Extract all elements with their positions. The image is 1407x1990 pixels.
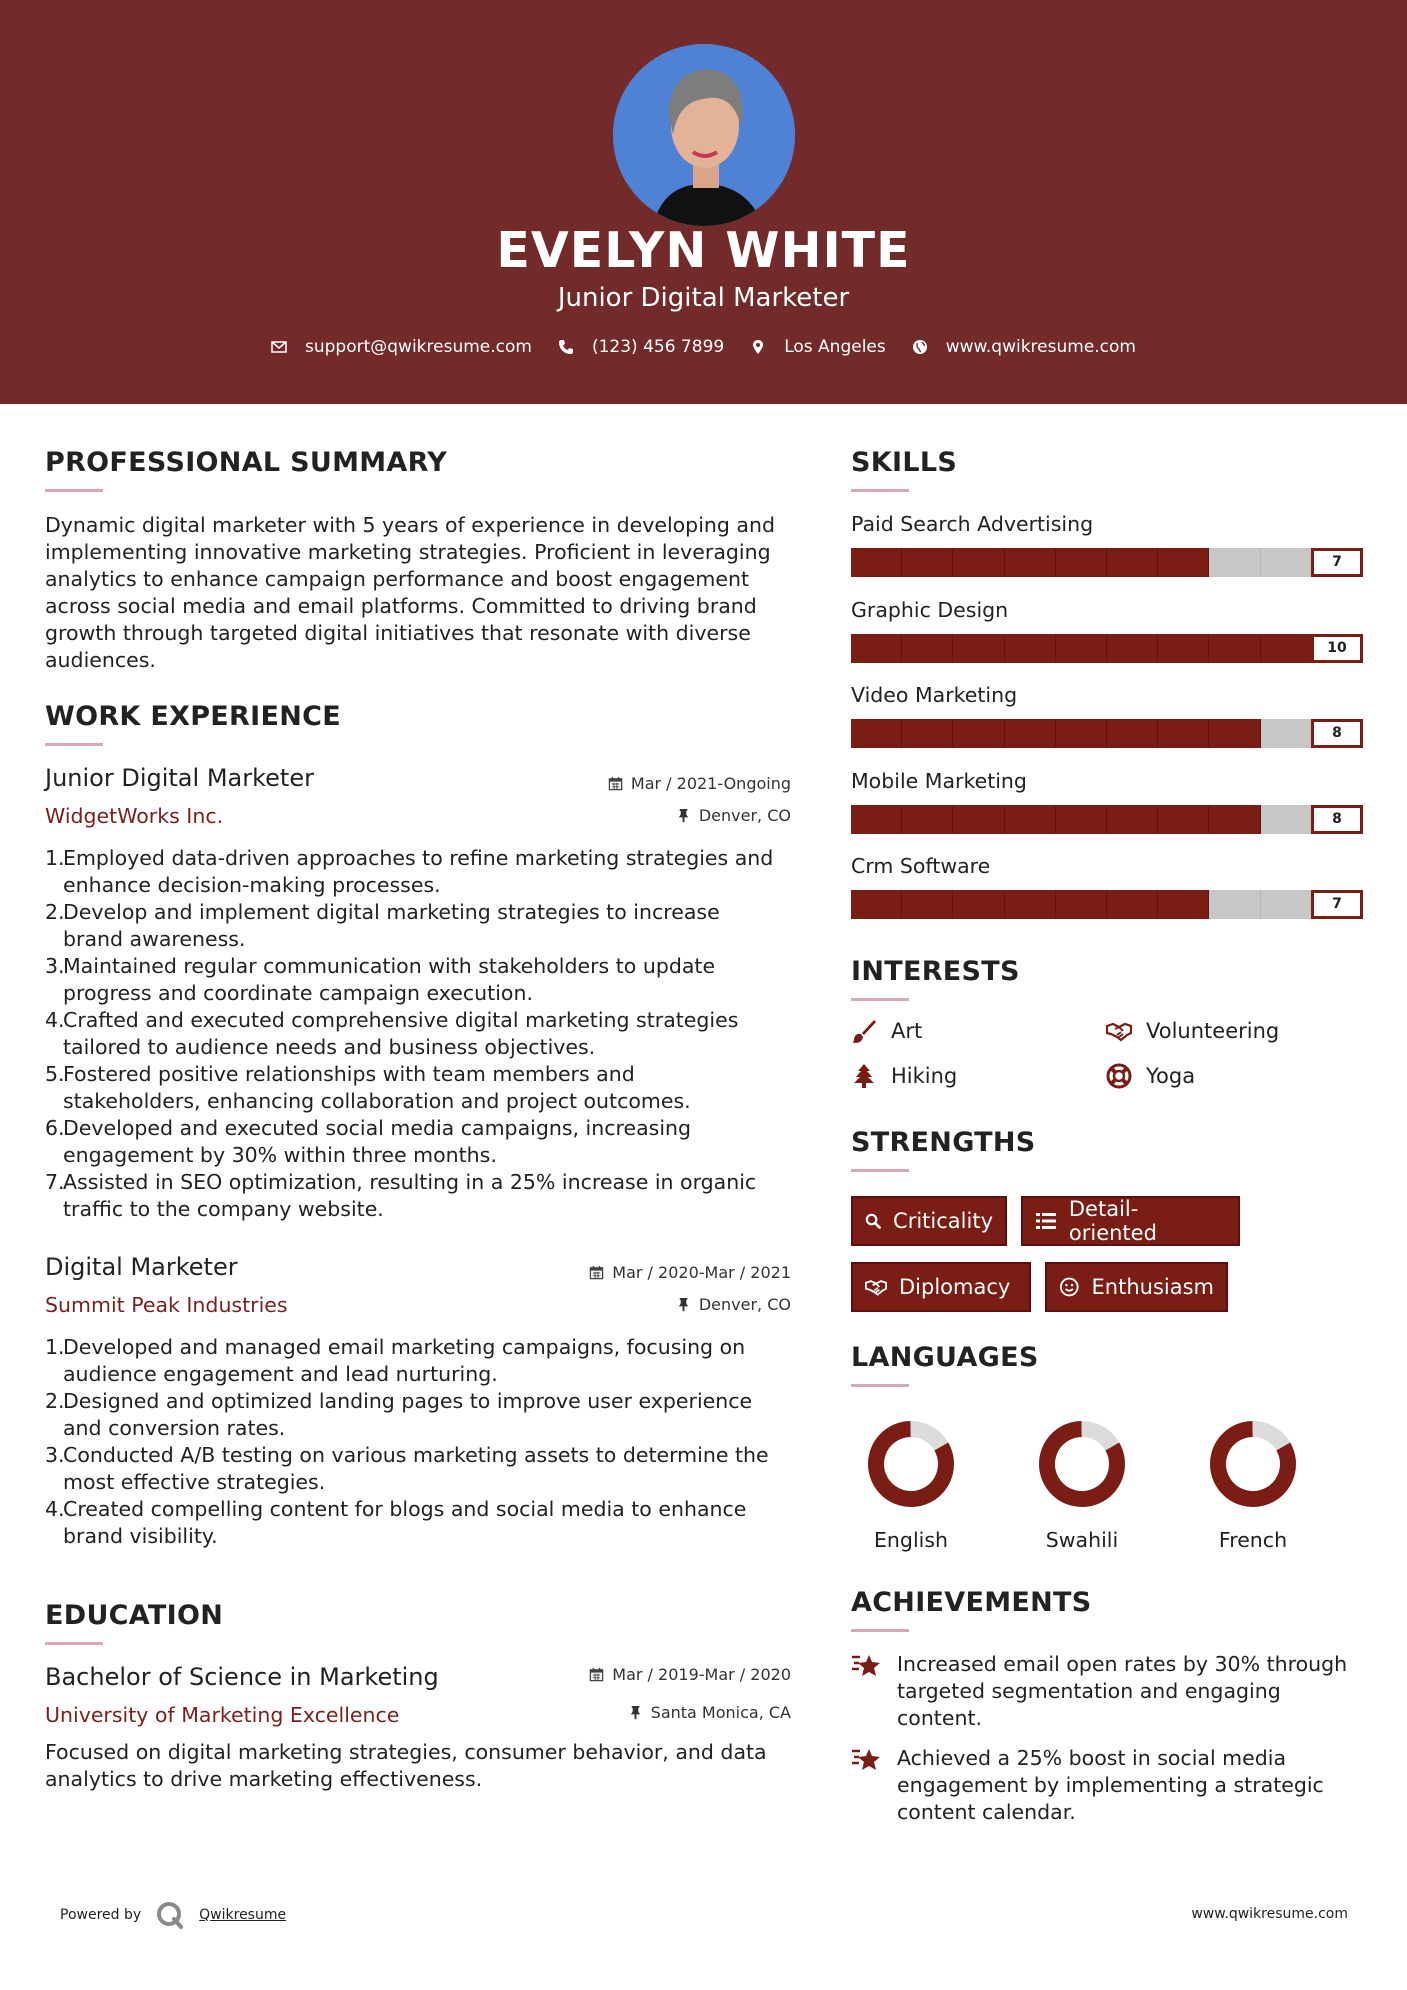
contact-email[interactable]: [271, 337, 532, 357]
list-text: engagement by 30% within three months.: [63, 1143, 497, 1167]
skill-segment: [1056, 719, 1107, 748]
skill-segment: [953, 548, 1004, 577]
list-item: [45, 1496, 790, 1550]
contact-website[interactable]: [912, 337, 1136, 357]
calendar-icon: [589, 1265, 604, 1280]
skill-segment: [1261, 548, 1312, 577]
smile-icon: [1059, 1276, 1080, 1298]
strength-diplomacy: [851, 1262, 1031, 1312]
skill-segment: [1261, 805, 1312, 834]
paintbrush-icon: [851, 1018, 877, 1044]
skill-segment: [1107, 719, 1158, 748]
skill-level-bar: [851, 805, 1363, 834]
education-location-text: Santa Monica, CA: [650, 1703, 791, 1722]
list-number: 1.: [45, 1335, 65, 1359]
interest-volunteering: [1106, 1018, 1279, 1044]
job-location: [676, 1295, 791, 1314]
list-item: [45, 1442, 790, 1496]
list-item: [45, 1061, 790, 1115]
education-underline: [45, 1642, 103, 1645]
list-number: 2.: [45, 1389, 65, 1413]
skill-segment: [1005, 719, 1056, 748]
phone-text: (123) 456 7899: [591, 337, 725, 357]
pushpin-icon: [676, 808, 691, 823]
email-text: support@qwikresume.com: [305, 337, 532, 357]
list-text: Crafted and executed comprehensive digital marketing strategies: [63, 1008, 739, 1032]
list-number: 4.: [45, 1008, 65, 1032]
education-location: [628, 1703, 791, 1722]
website-text: www.qwikresume.com: [945, 337, 1136, 357]
achievement-item: [851, 1651, 1347, 1732]
skill-segment: [851, 548, 902, 577]
list-text: Developed and managed email marketing campaigns, focusing on: [63, 1335, 746, 1359]
skill-segment: [1056, 890, 1107, 919]
brand-link[interactable]: Qwikresume: [199, 1907, 287, 1923]
resume-header: [0, 0, 1407, 404]
list-number: 3.: [45, 954, 65, 978]
skill-segment: [1107, 890, 1158, 919]
job-title: Junior Digital Marketer: [45, 764, 314, 792]
summary-line: Dynamic digital marketer with 5 years of experience in developing and: [45, 513, 775, 537]
search-icon: [865, 1210, 881, 1232]
list-text: Designed and optimized landing pages to improve user experience: [63, 1389, 753, 1413]
job-dates: [608, 774, 791, 793]
list-text: brand awareness.: [63, 927, 246, 951]
contact-bar: [0, 337, 1407, 357]
achievement-text: [897, 1745, 1324, 1826]
summary-line: across social media and email platforms. Committed to driving brand: [45, 594, 757, 618]
list-icon: [1035, 1210, 1057, 1232]
skill-label: Mobile Marketing: [851, 768, 1027, 793]
skill-segment: [851, 719, 902, 748]
job-location: [676, 806, 791, 825]
job-company: WidgetWorks Inc.: [45, 804, 224, 828]
location-text: Los Angeles: [784, 337, 886, 357]
skill-segment: [953, 634, 1004, 663]
powered-by-text: Powered by: [60, 1907, 142, 1923]
list-text: audience engagement and lead nurturing.: [63, 1362, 498, 1386]
list-text: Developed and executed social media campaigns, increasing: [63, 1116, 692, 1140]
skill-segment: [1261, 890, 1312, 919]
job-location-text: Denver, CO: [698, 806, 791, 825]
skill-segment: [1209, 719, 1260, 748]
education-description: [45, 1739, 767, 1793]
skill-level-bar: [851, 719, 1363, 748]
candidate-title: Junior Digital Marketer: [557, 283, 850, 313]
skill-segment: [1261, 719, 1312, 748]
achievement-line: Increased email open rates by 30% through: [897, 1652, 1348, 1676]
strength-label: Detail-oriented: [1068, 1197, 1157, 1245]
list-item: [45, 845, 790, 899]
job-duties-list: [45, 845, 790, 1223]
language-item: [1203, 1418, 1303, 1552]
list-text: tailored to audience needs and business objectives.: [63, 1035, 596, 1059]
strength-enthusiasm: [1045, 1262, 1228, 1312]
language-label: Swahili: [1045, 1528, 1119, 1552]
skill-segment: [902, 719, 953, 748]
summary-line: audiences.: [45, 648, 156, 672]
calendar-icon: [589, 1667, 604, 1682]
skill-segment: [1005, 548, 1056, 577]
achievements-underline: [851, 1629, 909, 1632]
skill-score-badge: 10: [1311, 634, 1363, 663]
list-text: stakeholders, enhancing collaboration and project outcomes.: [63, 1089, 691, 1113]
calendar-icon: [608, 776, 623, 791]
education-heading: EDUCATION: [45, 1600, 224, 1631]
summary-line: analytics to enhance campaign performance and boost engagement: [45, 567, 750, 591]
strength-label: Criticality: [893, 1209, 993, 1233]
skill-level-bar: [851, 634, 1363, 663]
list-number: 1.: [45, 846, 65, 870]
achievement-line: content.: [897, 1706, 983, 1730]
profile-photo: [613, 44, 795, 226]
skill-segment: [953, 890, 1004, 919]
achievement-item: [851, 1745, 1324, 1826]
skills-heading: SKILLS: [851, 447, 958, 478]
footer-powered-by: [60, 1900, 286, 1930]
education-line: Focused on digital marketing strategies, consumer behavior, and data: [45, 1740, 767, 1764]
globe-icon: [912, 339, 928, 355]
list-item: [45, 1169, 790, 1223]
skill-label: Video Marketing: [851, 683, 1018, 707]
list-number: 5.: [45, 1062, 65, 1086]
achievement-line: engagement by implementing a strategic: [897, 1773, 1324, 1797]
job-dates-text: Mar / 2021-Ongoing: [630, 774, 791, 793]
skill-segment: [1209, 805, 1260, 834]
strength-detail-oriented: [1021, 1196, 1240, 1246]
list-text: Develop and implement digital marketing strategies to increase: [63, 900, 720, 924]
list-number: 4.: [45, 1497, 65, 1521]
skill-segment: [851, 634, 902, 663]
skill-segment: [1158, 548, 1209, 577]
list-text: Created compelling content for blogs and social media to enhance: [63, 1497, 747, 1521]
work-underline: [45, 743, 103, 746]
education-dates-text: Mar / 2019-Mar / 2020: [612, 1665, 791, 1684]
language-label: English: [873, 1528, 949, 1552]
languages-heading: LANGUAGES: [851, 1342, 1039, 1373]
strength-criticality: [851, 1196, 1007, 1246]
job-location-text: Denver, CO: [698, 1295, 791, 1314]
achievement-line: targeted segmentation and engaging: [897, 1679, 1281, 1703]
skill-segment: [953, 719, 1004, 748]
interest-label: Volunteering: [1146, 1019, 1280, 1043]
list-text: brand visibility.: [63, 1524, 218, 1548]
list-item: [45, 953, 790, 1007]
skill-segment: [1158, 890, 1209, 919]
list-text: progress and coordinate campaign execution.: [63, 981, 533, 1005]
interests-heading: INTERESTS: [851, 956, 1020, 987]
skill-segment: [1107, 634, 1158, 663]
skill-segment: [1209, 634, 1260, 663]
degree-title: Bachelor of Science in Marketing: [45, 1663, 439, 1691]
skill-segment: [1107, 548, 1158, 577]
skill-segment: [1261, 634, 1312, 663]
summary-heading: PROFESSIONAL SUMMARY: [45, 447, 448, 478]
language-donut: [865, 1418, 957, 1510]
job-duties-list: [45, 1334, 790, 1550]
education-line: analytics to drive marketing effectiveness.: [45, 1767, 483, 1791]
star-ribbon-icon: [851, 1745, 885, 1775]
skill-segment: [851, 805, 902, 834]
list-text: Fostered positive relationships with team members and: [63, 1062, 635, 1086]
summary-line: growth through targeted digital initiatives that resonate with diverse: [45, 621, 751, 645]
list-text: traffic to the company website.: [63, 1197, 384, 1221]
footer-url[interactable]: www.qwikresume.com: [1191, 1906, 1348, 1922]
interest-yoga: [1106, 1063, 1195, 1089]
interest-label: Yoga: [1146, 1064, 1196, 1088]
skill-label: Paid Search Advertising: [851, 512, 1094, 536]
work-heading: WORK EXPERIENCE: [45, 701, 341, 732]
skill-segment: [851, 890, 902, 919]
languages-underline: [851, 1384, 909, 1387]
interest-label: Art: [891, 1019, 923, 1043]
strength-label: Diplomacy: [899, 1275, 1011, 1299]
list-text: Assisted in SEO optimization, resulting in a 25% increase in organic: [63, 1170, 757, 1194]
skills-underline: [851, 489, 909, 492]
achievement-text: [897, 1651, 1347, 1732]
achievement-line: Achieved a 25% boost in social media: [897, 1746, 1287, 1770]
list-item: [45, 1334, 790, 1388]
list-number: 6.: [45, 1116, 65, 1140]
skill-label: Crm Software: [851, 854, 991, 878]
skill-level-bar: [851, 890, 1363, 919]
skill-segment: [1056, 548, 1107, 577]
skill-segment: [1005, 634, 1056, 663]
skill-level-bar: [851, 548, 1363, 577]
skill-segment: [1107, 805, 1158, 834]
pushpin-icon: [628, 1705, 643, 1720]
list-text: Maintained regular communication with stakeholders to update: [63, 954, 716, 978]
job-dates: [589, 1263, 791, 1282]
skill-segment: [1056, 805, 1107, 834]
achievements-heading: ACHIEVEMENTS: [851, 1587, 1092, 1618]
skill-segment: [902, 805, 953, 834]
strengths-underline: [851, 1169, 909, 1172]
person-photo-icon: [613, 44, 795, 226]
strengths-heading: STRENGTHS: [851, 1127, 1036, 1158]
skill-score-badge: 8: [1311, 719, 1363, 748]
skill-segment: [1056, 634, 1107, 663]
contact-phone[interactable]: [558, 337, 724, 357]
list-item: [45, 1115, 790, 1169]
handshake-icon: [865, 1276, 887, 1298]
language-item: [861, 1418, 961, 1552]
contact-location: [750, 337, 886, 357]
list-number: 3.: [45, 1443, 65, 1467]
interests-underline: [851, 998, 909, 1001]
phone-icon: [558, 339, 574, 355]
list-number: 2.: [45, 900, 65, 924]
job-company: Summit Peak Industries: [45, 1293, 288, 1317]
list-text: Conducted A/B testing on various marketing assets to determine the: [63, 1443, 769, 1467]
skill-segment: [1005, 805, 1056, 834]
strength-label: Enthusiasm: [1091, 1275, 1214, 1299]
school-name: University of Marketing Excellence: [45, 1703, 400, 1727]
skill-segment: [902, 890, 953, 919]
skill-segment: [1005, 890, 1056, 919]
interest-hiking: [851, 1063, 957, 1089]
star-ribbon-icon: [851, 1651, 885, 1681]
list-item: [45, 1388, 790, 1442]
candidate-name: EVELYN WHITE: [496, 222, 911, 279]
list-text: and conversion rates.: [63, 1416, 286, 1440]
list-item: [45, 899, 790, 953]
language-label: French: [1218, 1528, 1288, 1552]
skill-score-badge: 8: [1311, 805, 1363, 834]
map-pin-icon: [750, 339, 766, 355]
summary-line: implementing innovative marketing strategies. Proficient in leveraging: [45, 540, 771, 564]
language-donut: [1036, 1418, 1128, 1510]
skill-score-badge: 7: [1311, 890, 1363, 919]
lifebuoy-icon: [1106, 1063, 1132, 1089]
job-dates-text: Mar / 2020-Mar / 2021: [612, 1263, 791, 1282]
envelope-icon: [271, 339, 287, 355]
skill-segment: [1158, 719, 1209, 748]
achievement-line: content calendar.: [897, 1800, 1076, 1824]
summary-underline: [45, 489, 103, 492]
skill-segment: [953, 805, 1004, 834]
skill-segment: [902, 634, 953, 663]
list-text: enhance decision-making processes.: [63, 873, 441, 897]
skill-segment: [902, 548, 953, 577]
list-item: [45, 1007, 790, 1061]
interest-label: Hiking: [891, 1064, 958, 1088]
skill-segment: [1209, 548, 1260, 577]
handshake-icon: [1106, 1018, 1132, 1044]
summary-text: [45, 512, 775, 674]
list-number: 7.: [45, 1170, 65, 1194]
job-title: Digital Marketer: [45, 1253, 238, 1281]
skill-label: Graphic Design: [851, 597, 1009, 622]
list-text: Employed data-driven approaches to refine marketing strategies and: [63, 846, 774, 870]
pushpin-icon: [676, 1297, 691, 1312]
qwikresume-logo-icon: [155, 1900, 185, 1930]
skill-segment: [1158, 805, 1209, 834]
skill-segment: [1158, 634, 1209, 663]
language-donut: [1207, 1418, 1299, 1510]
list-text: most effective strategies.: [63, 1470, 326, 1494]
interest-art: [851, 1018, 922, 1044]
education-dates: [589, 1665, 791, 1684]
skill-score-badge: 7: [1311, 548, 1363, 577]
tree-icon: [851, 1063, 877, 1089]
language-item: [1032, 1418, 1132, 1552]
skill-segment: [1209, 890, 1260, 919]
